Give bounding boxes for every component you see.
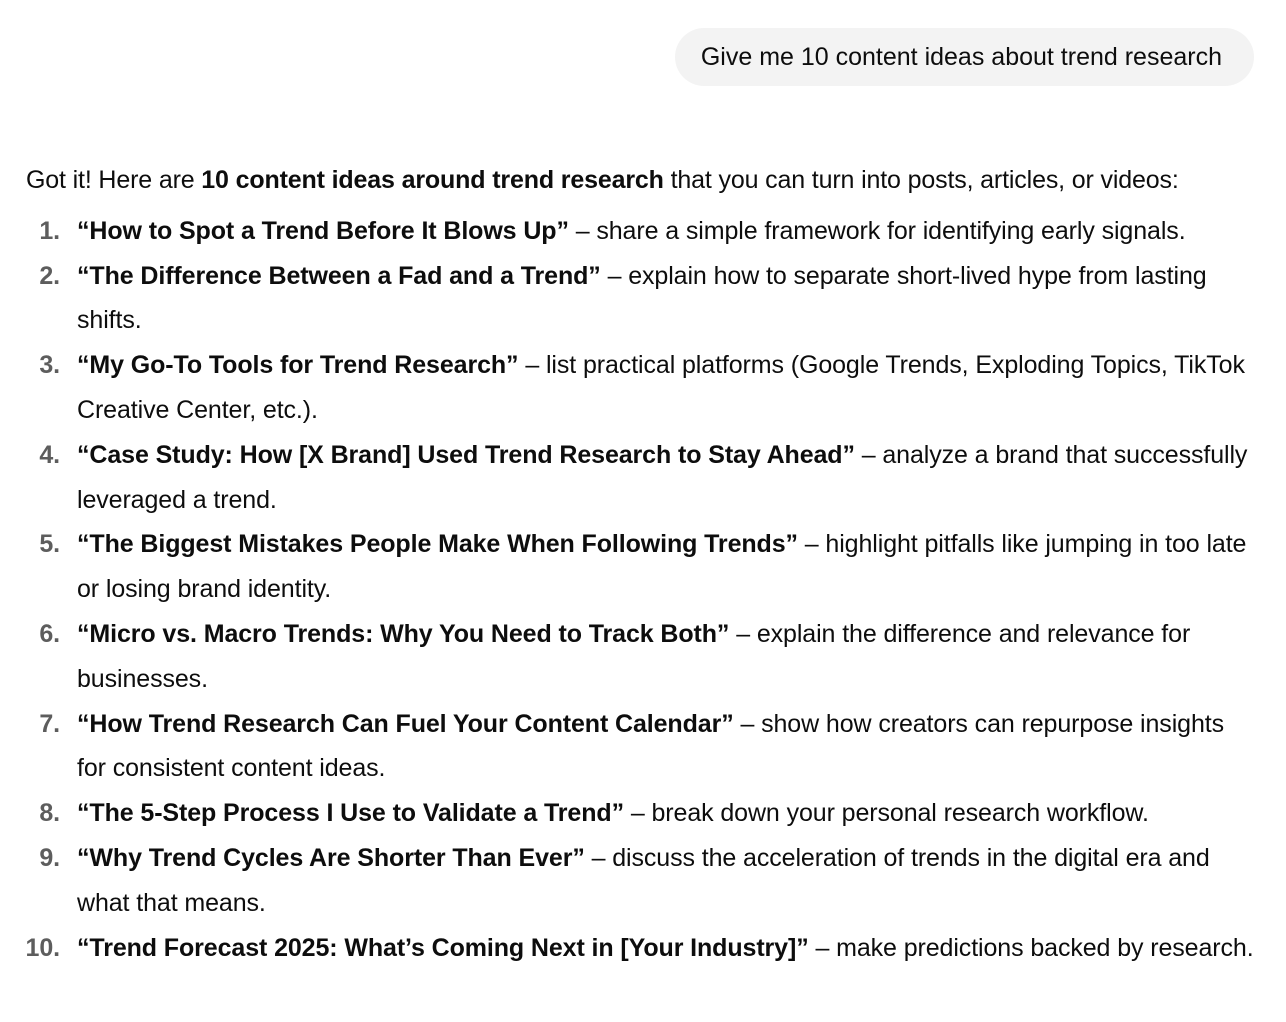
list-item-description: – break down your personal research workflow. xyxy=(623,799,1149,828)
list-item-description: – discuss the acceleration of trends in the digital era and what that means. xyxy=(77,843,1210,917)
list-item-number: 7. xyxy=(39,709,60,738)
list-item-title: “The Difference Between a Fad and a Trend” xyxy=(77,261,601,290)
list-item-title: “How to Spot a Trend Before It Blows Up” xyxy=(77,216,569,245)
list-item xyxy=(26,522,1258,612)
intro-text-before: Got it! Here are xyxy=(26,166,202,194)
user-message-row xyxy=(675,28,1254,86)
assistant-message xyxy=(26,158,1258,970)
user-message-bubble xyxy=(675,28,1254,86)
list-item-title: “The 5-Step Process I Use to Validate a Trend” xyxy=(77,799,624,828)
list-item-title: “Trend Forecast 2025: What’s Coming Next in [Your Industry]” xyxy=(77,933,809,962)
list-item-description: – show how creators can repurpose insights for consistent content ideas. xyxy=(77,709,1225,783)
list-item xyxy=(26,612,1258,702)
list-item xyxy=(26,254,1258,344)
list-item-description: – highlight pitfalls like jumping in too late or losing brand identity. xyxy=(77,530,1247,604)
list-item-title: “My Go-To Tools for Trend Research” xyxy=(77,351,519,380)
list-item-number: 10. xyxy=(25,933,60,962)
list-item-title: “Why Trend Cycles Are Shorter Than Ever” xyxy=(77,843,585,872)
list-item-number: 4. xyxy=(39,440,60,469)
intro-text-after: that you can turn into posts, articles, or videos: xyxy=(663,166,1179,194)
list-item-number: 6. xyxy=(39,619,60,648)
list-item-description: – make predictions backed by research. xyxy=(808,933,1254,962)
list-item-number: 2. xyxy=(39,261,60,290)
list-item-description: – explain how to separate short-lived hype from lasting shifts. xyxy=(77,261,1207,335)
list-item xyxy=(26,926,1258,971)
list-item-description: – share a simple framework for identifying early signals. xyxy=(568,216,1186,245)
user-message-text: Give me 10 content ideas about trend research xyxy=(700,42,1222,71)
list-item xyxy=(26,702,1258,792)
intro-text-bold: 10 content ideas around trend research xyxy=(201,166,664,194)
list-item-title: “Micro vs. Macro Trends: Why You Need to Track Both” xyxy=(77,619,730,648)
list-item xyxy=(26,433,1258,523)
list-item-number: 5. xyxy=(39,530,60,559)
list-item-number: 1. xyxy=(39,216,60,245)
list-item-number: 9. xyxy=(39,843,60,872)
assistant-intro xyxy=(26,158,1258,203)
list-item-description: – explain the difference and relevance for businesses. xyxy=(77,619,1191,693)
list-item-title: “The Biggest Mistakes People Make When Following Trends” xyxy=(77,530,798,559)
list-item xyxy=(26,836,1258,926)
list-item xyxy=(26,791,1258,836)
list-item-title: “How Trend Research Can Fuel Your Content Calendar” xyxy=(77,709,734,738)
list-item-number: 8. xyxy=(39,799,60,828)
list-item-description: – list practical platforms (Google Trends, Exploding Topics, TikTok Creative Center, etc.). xyxy=(77,351,1245,424)
list-item-number: 3. xyxy=(39,351,60,380)
content-ideas-list xyxy=(26,209,1258,971)
list-item xyxy=(26,343,1258,433)
list-item xyxy=(26,209,1258,254)
list-item-title: “Case Study: How [X Brand] Used Trend Research to Stay Ahead” xyxy=(77,440,855,469)
list-item-description: – analyze a brand that successfully leveraged a trend. xyxy=(77,440,1248,514)
